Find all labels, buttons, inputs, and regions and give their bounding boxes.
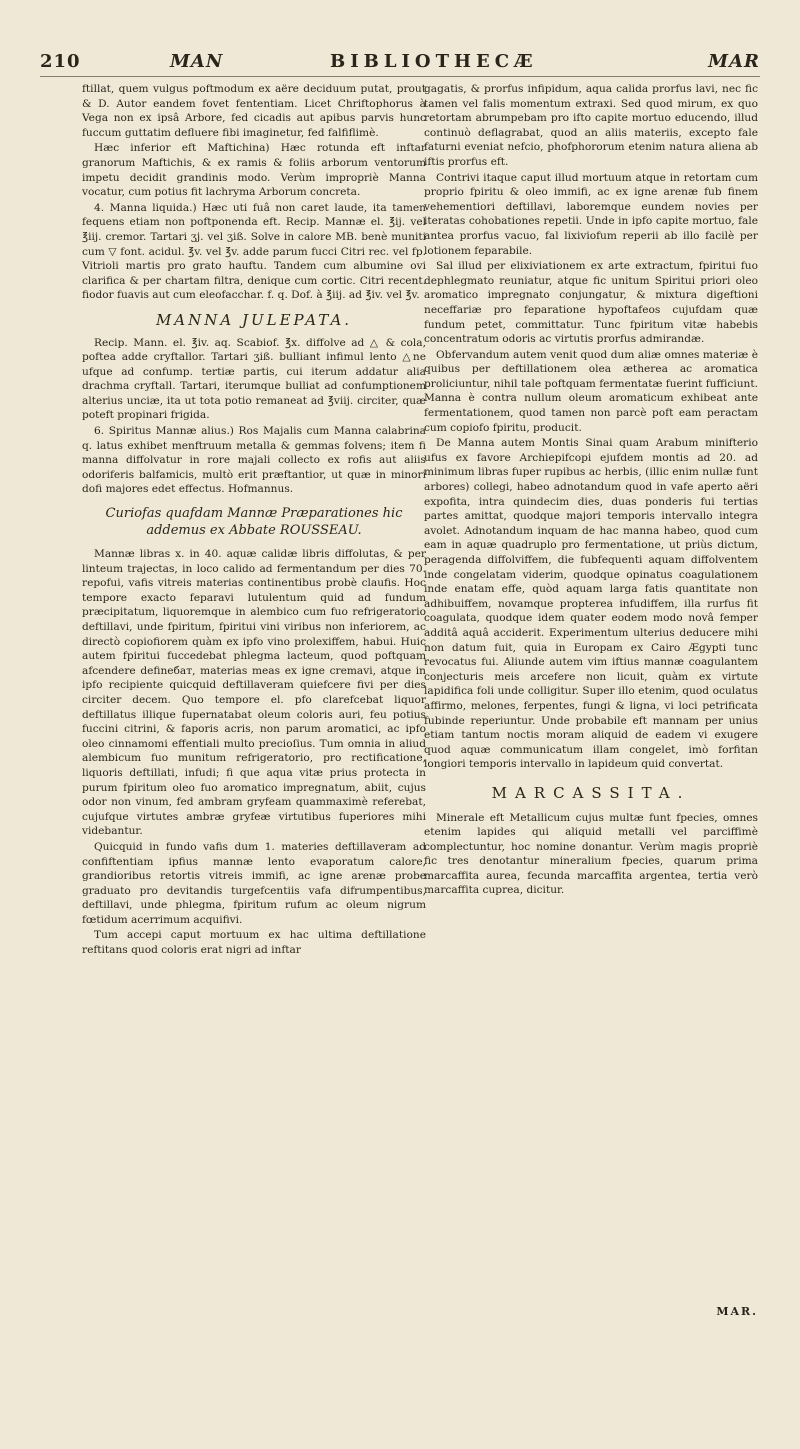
right-running-head: MAR — [708, 51, 760, 72]
paragraph: Hæc inferior eft Maftichina) Hæc rotunda eft inftar granorum Maftichis, & ex ramis & foliis arborum ventorum impetu decidit grandinis modo. Verùm impropriè Manna vocatur, cum potius fit lachryma Arborum concreta. — [82, 142, 426, 199]
paragraph: Minerale eft Metallicum cujus multæ funt fpecies, omnes etenim lapides qui aliquid metalli vel parciffimè complectuntur, hoc nomine donantur. Verùm magis propriè fic tres denotantur mineralium fpecies, quarum prima marcaffita aurea, fecunda marcaffita argentea, tertia verò marcaffita cuprea, dicitur. — [424, 811, 758, 897]
paragraph: 6. Spiritus Mannæ alius.) Ros Majalis cum Manna calabrina q. latus exhibet menftruum metalla & gemmas folvens; item fi manna diffolvatur in rore majali collecto ex rofis aut aliis odoriferis balfamicis, multò erit præftantior, ut quæ in minori dofi majores edet effectus. Hofmannus. — [82, 425, 426, 496]
page-number: 210 — [40, 51, 81, 72]
paragraph: Tum accepi caput mortuum ex hac ultima deftillatione reftitans quod coloris erat nigri ad inftar — [82, 929, 426, 957]
right-column — [424, 82, 758, 899]
running-header — [40, 48, 760, 77]
section-heading-manna-julepata: MANNA JULEPATA. — [155, 310, 353, 329]
catchword: MAR. — [716, 1305, 758, 1318]
paragraph: De Manna autem Montis Sinai quam Arabum minifterio ufus ex favore Archiepifcopi ejufdem montis ad 20. ad minimum libras fuper rupibus ac herbis, (illic enim nullæ funt arbores) collegi, habeo adnotandum quod in vafe aperto aëri expofita, intra quindecim dies, duas ponderis fui tertias partes amittat, quodque majori temporis intervallo integra avolet. Adnotandum inquam de hac manna habeo, quod cum eam in aquæ quadruplo pro fermentatione, ut priùs dictum, peragenda diffolviffem, die fubfequenti aquam diffolventem inde congelatam viderim, quodque opinatus coagulationem inde enatam effe, quòd aquam larga fatis quantitate non adhibuiffem, novamque propterea infudiffem, illa rurfus fit coagulata, quodque idem quater eodem modo novâ femper additâ aquâ acciderit. Experimentum ulterius deducere mihi non datum fuit, quia in Europam ex Cairo Ægypti tunc revocatus fui. Aliunde autem vim iftius mannæ coagulantem conjecturis meis arcefere non licuit, quàm ex virtute lapidifica foli unde colligitur. Super illo etenim, quod oculatus affirmo, melones, ferpentes, fungi & ligna, vi loci petrificata fubinde reperiuntur. Unde probabile eft mannam per unius etiam tantum noctis moram aliquid de eadem vi exugere quod aquæ communicatum illam congelet, imò forfitan longiori temporis intervallo in lapideum quid convertat. — [424, 437, 758, 771]
left-running-head: MAN — [170, 51, 224, 72]
left-column — [82, 82, 426, 959]
paragraph: ftillat, quem vulgus poftmodum ex aëre deciduum putat, prout & D. Autor eandem fovet fententiam. Licet Chriftophorus à Vega non ex ipsâ Arbore, fed cicadis aut apibus parvis hunc fuccum guttatim defluere fibi imaginetur, fed falfiflimè. — [82, 83, 426, 139]
paragraph: Obfervandum autem venit quod dum aliæ omnes materiæ è quibus per deftillationem olea ætherea ac aromatica proliciuntur, nihil tale poftquam fermentatæ fuerint fufficiunt. Manna è contra nullum oleum aromaticum exhibeat ante fermentationem, quod tamen non parcè poft eam peractam cum copiofo fpiritu, producit. — [424, 348, 758, 434]
paragraph: gagatis, & prorfus infipidum, aqua calida prorfus lavi, nec fic tamen vel falis momentum extraxi. Sed quod mirum, ex quo retortam abrumpebam pro ifto capite mortuo educendo, illud continuò deflagrabat, quod an aliis materiis, excepto fale faturni eveniat nefcio, phofphororum etenim natura aliena ab iftis prorfus eft. — [424, 83, 758, 168]
running-title: BIBLIOTHECÆ — [330, 51, 538, 72]
paragraph: Contrivi itaque caput illud mortuum atque in retortam cum proprio fpiritu & oleo immifi, ac ex igne arenæ fub finem vehementiori deftillavi, laboremque eundem novies per iteratas cohobationes repetii. Unde in ipfo capite mortuo, fale antea prorfus vacuo, fal lixiviofum reperii ab illo facilè per lotionem feparabile. — [424, 171, 758, 257]
paragraph: Recip. Mann. el. ℥iv. aq. Scabiof. ℥x. diffolve ad △ & cola, poftea adde cryftallor. Tartari ʒiß. bulliant infimul lento △ne ufque ad confump. tertiæ partis, cui iterum addatur alia drachma cryftall. Tartari, iterumque bulliat ad confumptionem alterius unciæ, ita ut tota potio remaneat ad ℥viij. circiter, quæ poteft propinari frigida. — [82, 336, 426, 422]
subsection-heading: Curiofas quafdam Mannæ Præparationes hic addemus ex Abbate ROUSSEAU. — [105, 506, 403, 539]
paragraph: Mannæ libras x. in 40. aquæ calidæ libris diffolutas, & per linteum trajectas, in loco calido ad fermentandum per dies 70. repofui, vafis vitreis materias continentibus probè claufis. Hoc tempore exacto feparavi lutulentum quid ad fundum præcipitatum, liquoremque in alembico cum fuo refrigeratorio deftillavi, unde fpiritum, fpiritui vini viribus non inferiorem, ac directò copiofiorem quàm ex ipfo vino prolexiffem, habui. Huic autem fpiritui fuccedebat phlegma lacteum, quod poftquam afcendere defineбат, materias meas ex igne cremavi, atque in ipfo recipiente quicquid deftillaveram quiefcere fivi per dies circiter decem. Quo tempore el. pfo clarefcebat liquor deftillatus illique fupernatabat oleum coloris auri, feu potius fuccini citrini, & faporis acris, non parum aromatici, ac ipfo oleo cinnamomi effentiali multo precioſius. Tum omnia in aliud alembicum fuo munitum refrigeratorio, pro rectificatione, liquoris deftillati, infudi; fi que aqua vitæ prius protecta in purum fpiritum oleo fuo aromatico impregnatum, abiit, cujus odor non vinum, fed ambram gryfeam quammaximè referebat, cujufque virtutes ambræ gryfeæ virtutibus fuperiores mihi videbantur. — [82, 548, 426, 838]
paragraph: Sal illud per elixiviationem ex arte extractum, fpiritui fuo dephlegmato reuniatur, atque fic unitum Spiritui priori oleo aromatico impregnato conjungatur, & mixtura digeftioni neceffariæ pro feparatione hypoftafeos cujufdam quæ fundum petet, committatur. Tunc fpiritum vitæ habebis concentratum odoris ac virtutis prorfus admirandæ. — [424, 260, 758, 346]
paragraph: 4. Manna liquida.) Hæc uti fuâ non caret laude, ita tamen fequens etiam non poftponenda eft. Recip. Mannæ el. ℥ij. vel ℥iij. cremor. Tartari ʒj. vel ʒiß. Solve in calore MB. benè muniti cum ▽ font. acidul. ℥v. vel ℥v. adde parum fucci Citri rec. vel fp. Vitrioli martis pro grato hauftu. Tandem cum albumine ovi clarifica & per chartam filtra, denique cum cortic. Citri recent. fiodor fuavis aut cum eleofacchar. f. q. Dof. à ℥iij. ad ℥iv. vel ℥v. — [82, 201, 426, 302]
section-heading-marcassita: MARCASSITA. — [491, 783, 691, 802]
paragraph: Quicquid in fundo vafis dum 1. materies deftillaveram ad confiftentiam ipfius mannæ lento evaporatum calore, grandioribus retortis vitreis immifi, ac igne arenæ probe graduato pro devitandis turgefcentiis vafa difrumpentibus, deftillavi, unde phlegma, fpiritum rufum ac oleum nigrum fœtidum acerrimum acquifivi. — [82, 840, 426, 926]
